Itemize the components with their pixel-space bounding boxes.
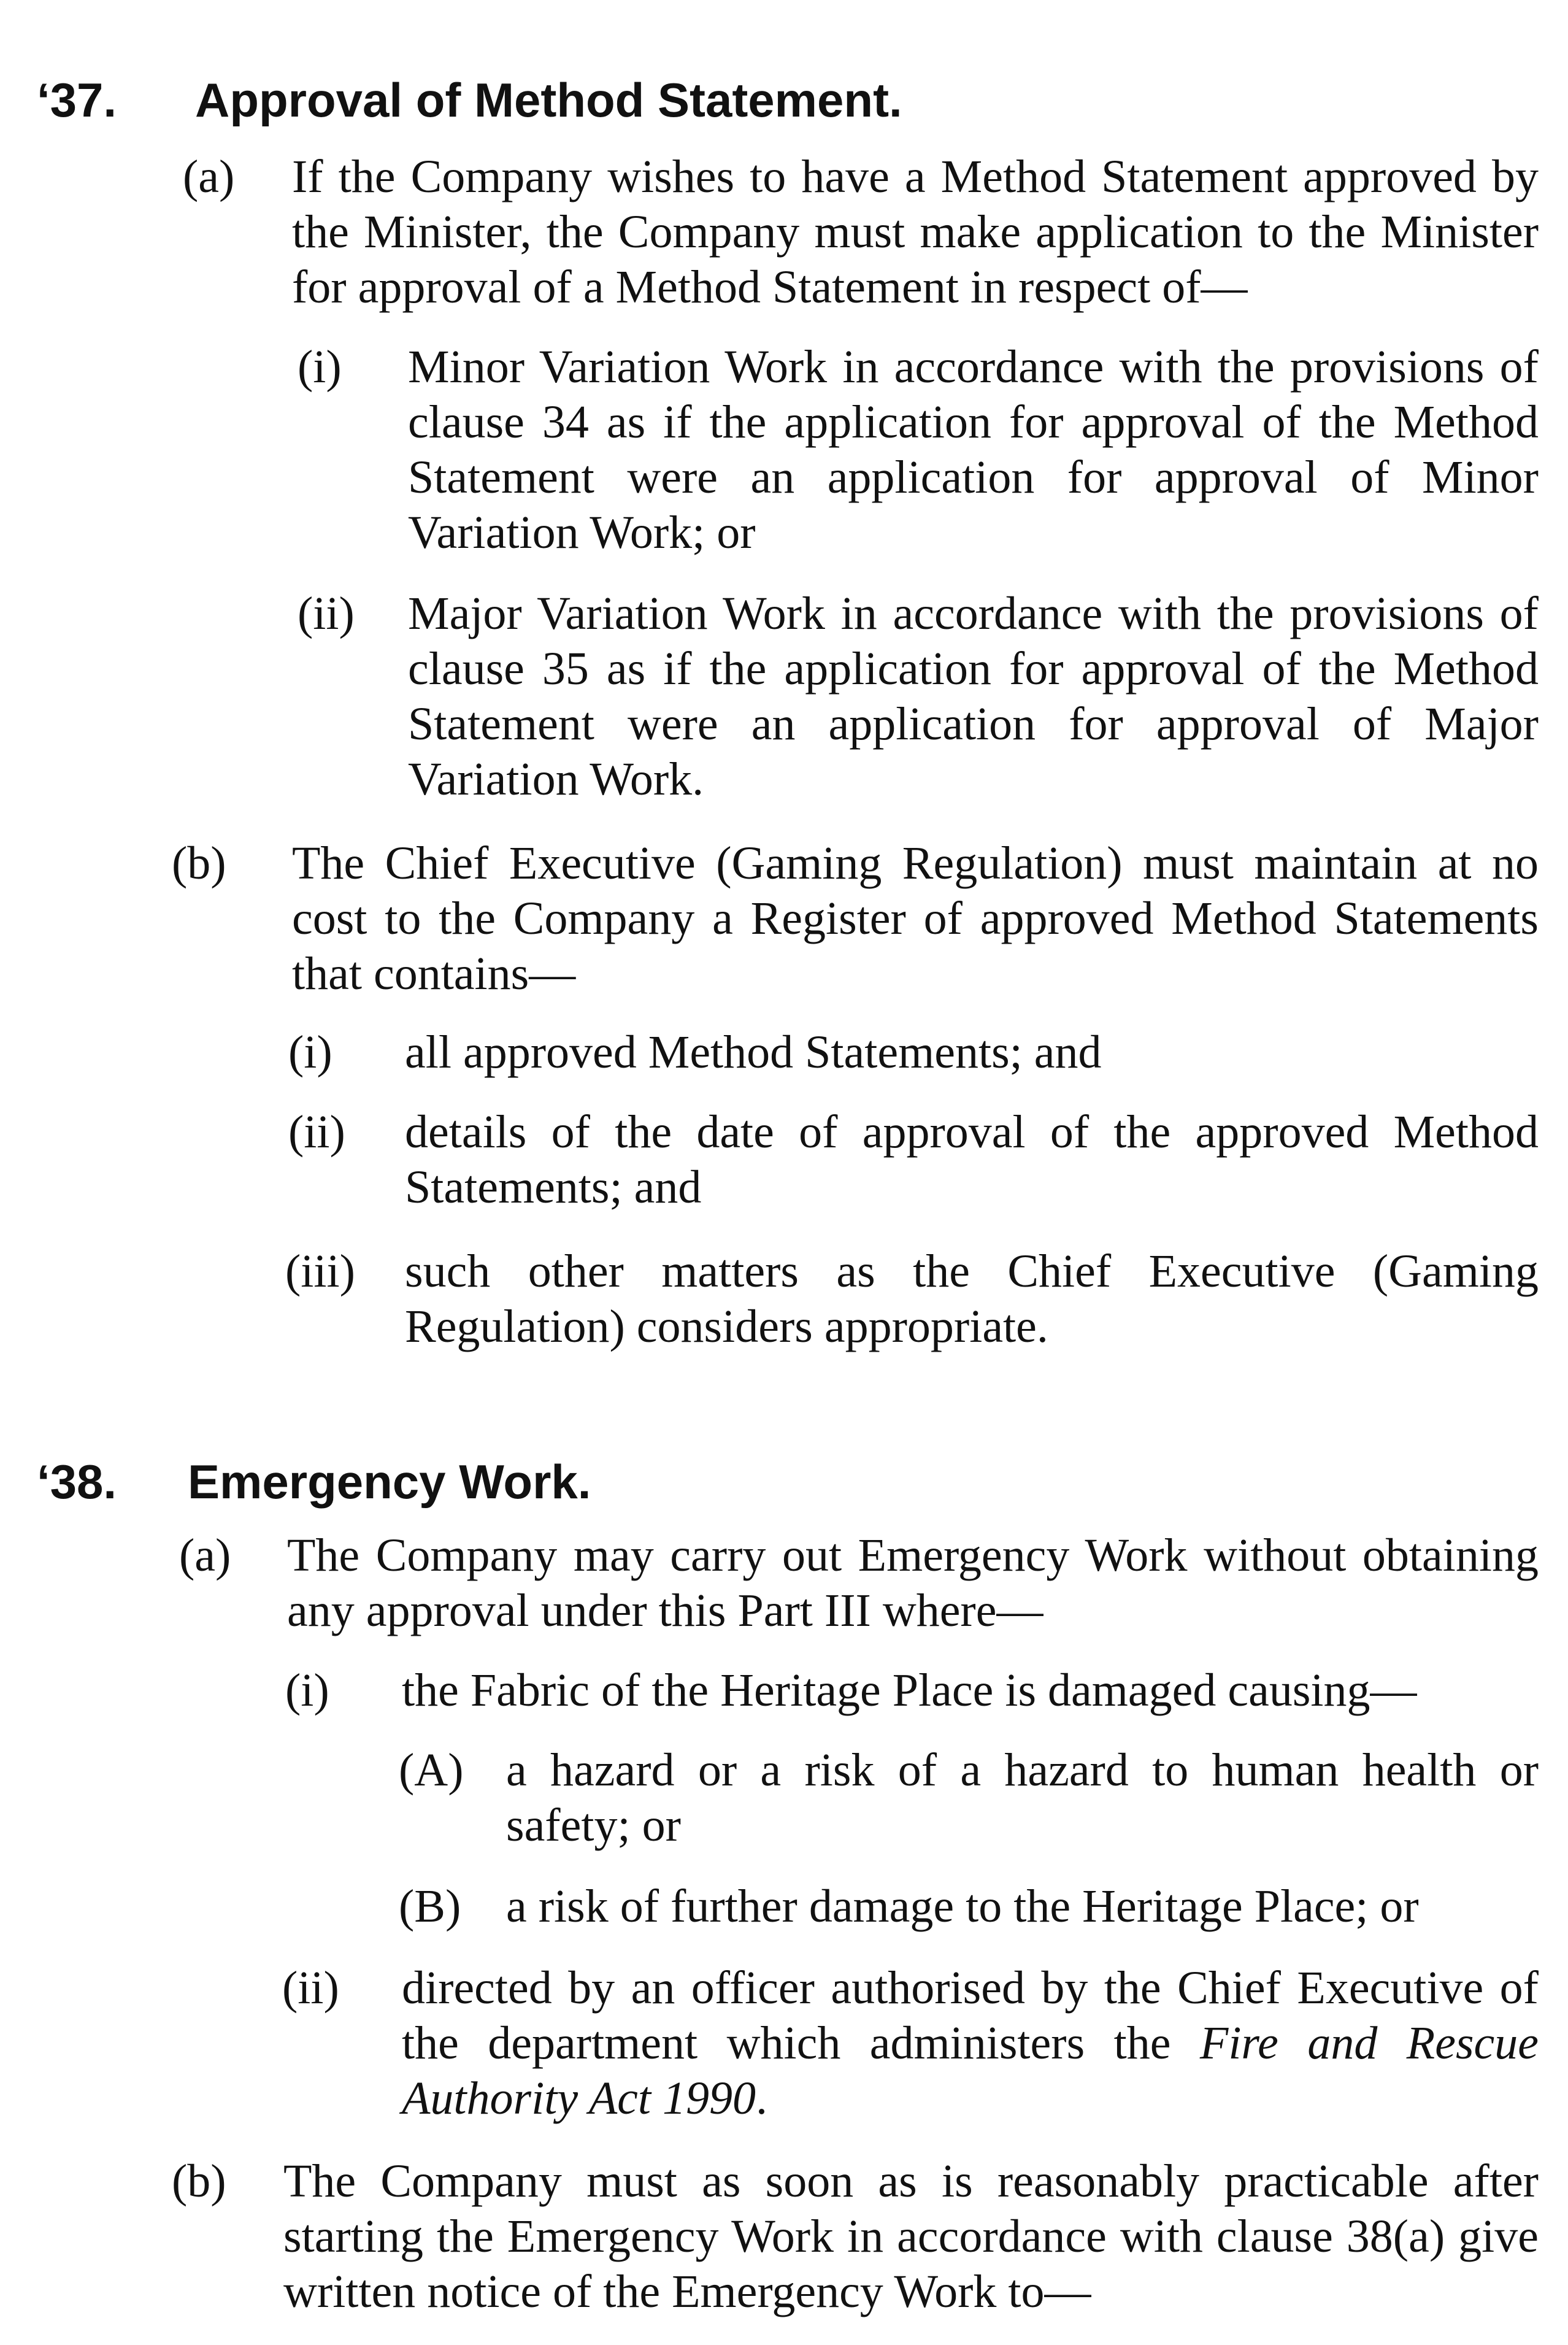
item-text-end: . (755, 2073, 767, 2124)
item-label: (i) (285, 1665, 329, 1716)
item-label: (ii) (288, 1106, 345, 1158)
item-text: all approved Method Statements; and (405, 1026, 1102, 1078)
item-label: (i) (298, 341, 342, 393)
item-text: the Fabric of the Heritage Place is damaged causing— (402, 1665, 1417, 1716)
clause-title: Approval of Method Statement. (195, 73, 902, 127)
para-text: If the Company wishes to have a Method Statement approved by the Minister, the Company must make application to the Minister for approval of a Method Statement in respect of— (292, 151, 1539, 313)
item-text (402, 1960, 1539, 2126)
para-label: (b) (172, 2155, 226, 2207)
item-text-main: directed by an officer authorised by the Chief Executive of the department which administers the (402, 1962, 1539, 2069)
para-label: (a) (183, 151, 235, 202)
para-label: (b) (172, 838, 226, 889)
item-text: Major Variation Work in accordance with the provisions of clause 35 as if the application for approval of the Method Statement were an application for approval of Major Variation Work. (408, 588, 1539, 805)
subitem-label: (A) (399, 1744, 464, 1796)
subitem-label: (B) (399, 1881, 461, 1932)
subitem-text: a risk of further damage to the Heritage Place; or (506, 1881, 1419, 1932)
clause-37-heading (0, 72, 1568, 128)
clause-38-heading (0, 1454, 1568, 1509)
para-text: The Chief Executive (Gaming Regulation) must maintain at no cost to the Company a Register of approved Method Statements that contains— (292, 838, 1539, 999)
clause-title: Emergency Work. (188, 1455, 591, 1509)
subitem-text: a hazard or a risk of a hazard to human health or safety; or (506, 1744, 1539, 1851)
item-label: (ii) (282, 1962, 339, 2014)
item-label: (ii) (298, 588, 355, 639)
act-title: Fire and Rescue Authority Act 1990 (402, 2017, 1539, 2124)
item-text: details of the date of approval of the approved Method Statements; and (405, 1106, 1539, 1213)
para-label: (a) (179, 1530, 231, 1581)
item-label: (iii) (285, 1246, 355, 1297)
para-text: The Company may carry out Emergency Work without obtaining any approval under this Part III where— (287, 1530, 1539, 1636)
clause-number: ‘38. (37, 1455, 117, 1509)
item-label: (i) (288, 1026, 332, 1078)
para-text: The Company must as soon as is reasonably practicable after starting the Emergency Work in accordance with clause 38(a) give written notice of the Emergency Work to— (283, 2155, 1539, 2317)
item-text: Minor Variation Work in accordance with the provisions of clause 34 as if the application for approval of the Method Statement were an application for approval of Minor Variation Work; or (408, 341, 1539, 558)
clause-number: ‘37. (37, 73, 117, 127)
item-text: such other matters as the Chief Executive (Gaming Regulation) considers appropriate. (405, 1246, 1539, 1352)
